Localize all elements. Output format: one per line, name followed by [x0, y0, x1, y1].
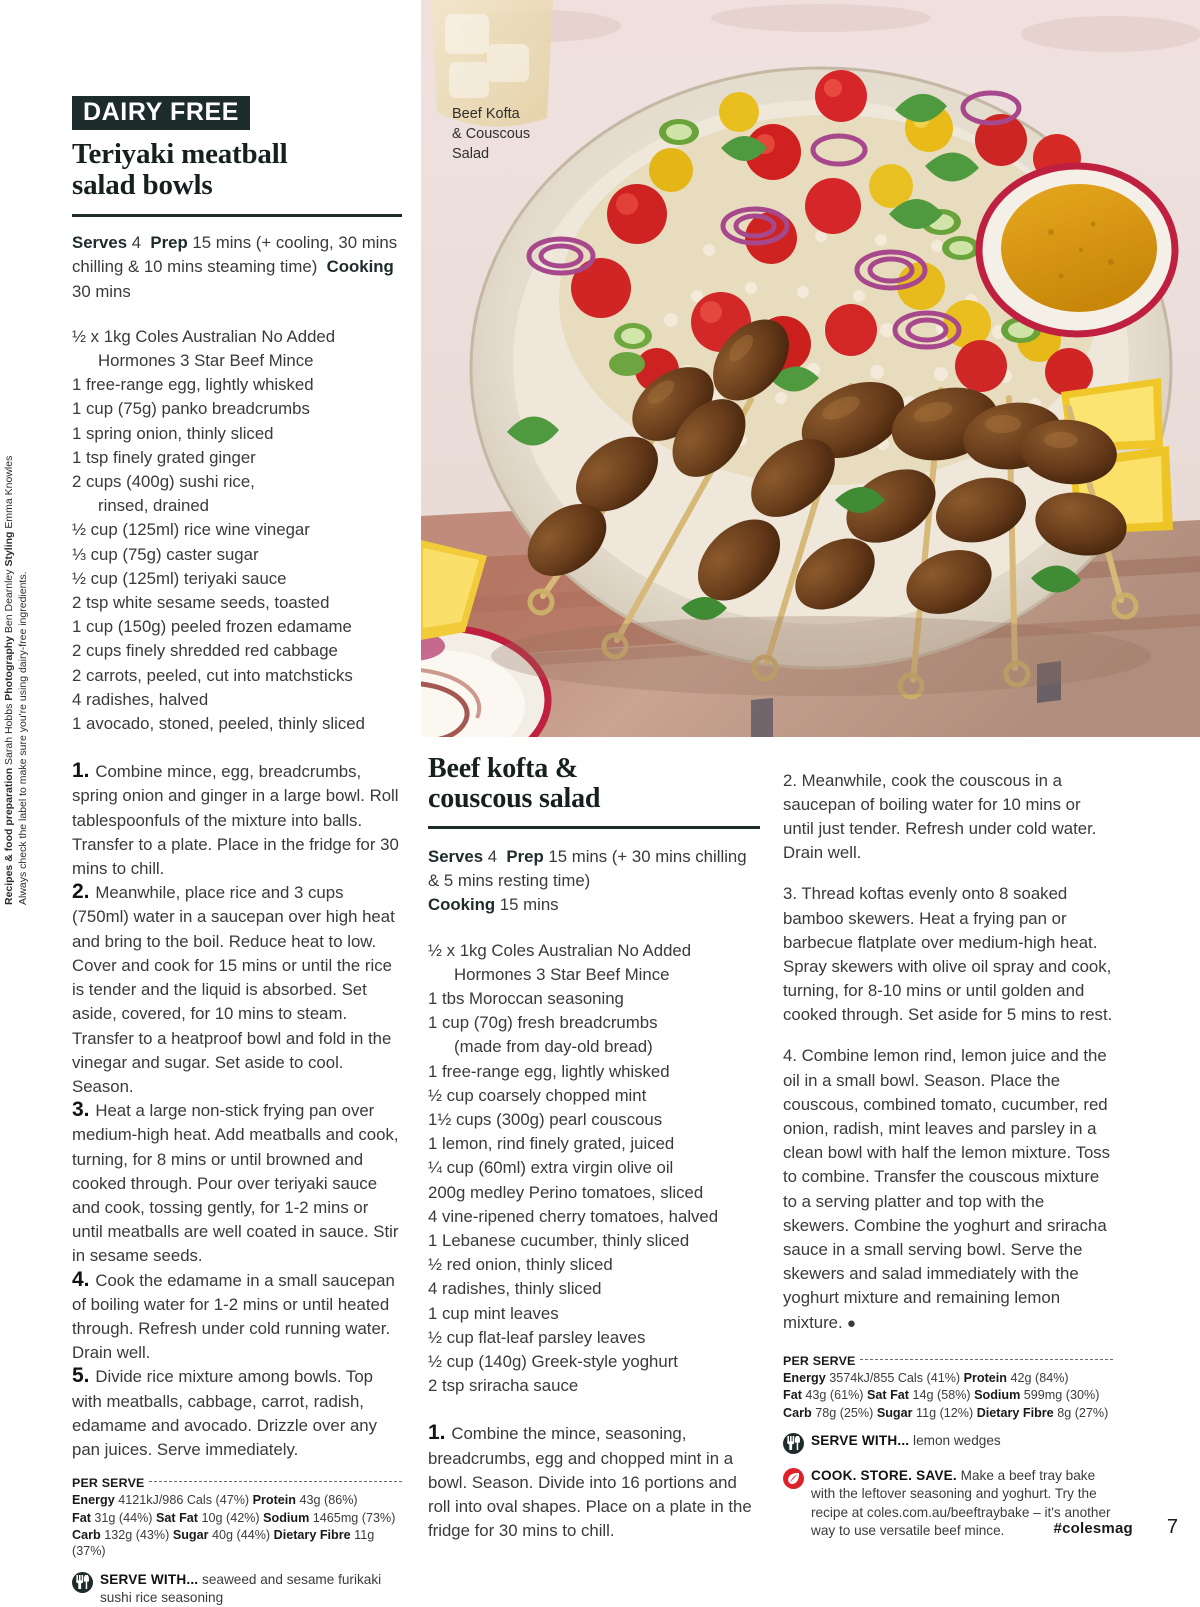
nutrition-line [783, 1370, 1113, 1386]
prep-value-left: 15 mins (+ cooling, 30 mins chilling & 10 mins steaming time) [72, 233, 398, 277]
method-step-text: Divide rice mixture among bowls. Top with meatballs, cabbage, carrot, radish, edamame and avocado. Drizzle over any pan juices. Serve immediately. [72, 1367, 378, 1459]
ingredient-item: 200g medley Perino tomatoes, sliced [428, 1182, 704, 1202]
nutrition-value: 1465mg (73%) [312, 1510, 396, 1525]
cooking-label-left: Cooking [326, 257, 394, 277]
hero-caption [452, 104, 530, 164]
method-step [428, 1422, 760, 1543]
nutrition-value: 11g (37%) [72, 1528, 375, 1559]
beef-kofta-photo [421, 0, 1200, 737]
nutrition-value: 78g (25%) [815, 1405, 877, 1420]
credits-line-2: Always check the label to make sure you're using dairy-free ingredients. [17, 571, 29, 905]
nutrition-key: Dietary Fibre [273, 1528, 355, 1543]
credits-styling-label: Styling [3, 531, 15, 567]
serves-value-left: 4 [131, 233, 142, 253]
ingredient-item: rinsed, drained [98, 496, 210, 516]
ingredients-list-left [72, 325, 402, 736]
method-step-number: 2. [72, 880, 96, 904]
method-step-number: 1. [72, 759, 96, 783]
serve-with-text-right [811, 1432, 1001, 1450]
method-step [783, 769, 1113, 866]
prep-label-left: Prep [150, 233, 188, 253]
ingredient-item: 1 cup (70g) fresh breadcrumbs [428, 1013, 658, 1033]
nutrition-value: 4121kJ/986 Cals (47%) [118, 1493, 253, 1508]
method-step [783, 882, 1113, 1027]
leaf-icon [783, 1468, 804, 1489]
nutrition-panel-left [72, 1475, 402, 1559]
method-step-text: Combine mince, egg, breadcrumbs, spring onion and ginger in a large bowl. Roll tablespoonfuls of the mixture into balls. Transfer to a plate. Place in the fridge for 30 mins to chill. [72, 762, 399, 879]
cooking-label-right: Cooking [428, 895, 496, 915]
nutrition-value: 8g (27%) [1057, 1405, 1109, 1420]
ingredient-item: ½ red onion, thinly sliced [428, 1255, 613, 1275]
ingredient-item: Hormones 3 Star Beef Mince [98, 351, 314, 371]
nutrition-line [783, 1387, 1113, 1403]
nutrition-value: 10g (42%) [201, 1510, 264, 1525]
recipe-beef-kofta-col1 [428, 752, 760, 1543]
nutrition-key: Sat Fat [867, 1388, 913, 1403]
ingredient-item: 1 lemon, rind finely grated, juiced [428, 1134, 675, 1154]
ingredient-item: 1 tbs Moroccan seasoning [428, 989, 624, 1009]
credits-recipes-label: Recipes & food preparation [3, 767, 15, 905]
cook-store-save-body: Make a beef tray bake with the leftover seasoning and yoghurt. Try the recipe at coles.com.au/beeftraybake – it's another way to use versatile beef mince. [811, 1467, 1111, 1539]
nutrition-line [72, 1510, 402, 1526]
method-step-text: Meanwhile, place rice and 3 cups (750ml) water in a saucepan over high heat and bring to the boil. Reduce heat to low. Cover and cook for 15 mins or until the rice is tender and the liquid is absorbed. Set aside, covered, for 10 mins to steam. Transfer to a heatproof bowl and fold in the vinegar and sugar. Set aside to cool. Season. [72, 883, 395, 1096]
ingredient-item: ½ cup (140g) Greek-style yoghurt [428, 1352, 678, 1372]
method-step [783, 1044, 1113, 1335]
recipe-title-right-line-2: couscous salad [428, 783, 601, 814]
ingredient-item: (made from day-old bread) [454, 1037, 653, 1057]
ingredient-item: 1 cup (150g) peeled frozen edamame [72, 617, 352, 637]
credits-rail [2, 345, 30, 905]
nutrition-key: Energy [783, 1370, 830, 1385]
ingredient-item: ¼ cup (60ml) extra virgin olive oil [428, 1158, 674, 1178]
end-of-recipe-bullet: ● [842, 1314, 856, 1332]
method-step-text: Heat a large non-stick frying pan over medium-high heat. Add meatballs and cook, turning, for 8 mins or until browned and cooked through. Pour over teriyaki sauce and cook, tossing gently, for 1-2 mins or until meatballs are well coated in sauce. Stir in sesame seeds. [72, 1101, 399, 1266]
ingredient-item: 2 carrots, peeled, cut into matchsticks [72, 665, 353, 685]
credits-photographer: Ben Dearnley [3, 566, 15, 637]
cooking-value-left: 30 mins [72, 281, 131, 301]
nutrition-value: 43g (86%) [299, 1493, 358, 1508]
nutrition-line [72, 1527, 402, 1560]
method-step-number: 3. [783, 884, 802, 904]
nutrition-key: Dietary Fibre [976, 1405, 1058, 1420]
nutrition-value: 40g (44%) [212, 1528, 274, 1543]
nutrition-heading-text-left: PER SERVE [72, 1476, 145, 1491]
nutrition-value: 599mg (30%) [1023, 1388, 1100, 1403]
nutrition-key: Fat [783, 1388, 806, 1403]
serves-value-right: 4 [487, 847, 498, 866]
serves-label-right: Serves [428, 847, 484, 866]
serve-with-label-left: SERVE WITH... [100, 1571, 199, 1587]
ingredient-item: ½ cup (125ml) rice wine vinegar [72, 520, 310, 540]
method-step-number: 2. [783, 770, 802, 790]
recipe-teriyaki-meatball [72, 96, 402, 1607]
method-step-text: Combine lemon rind, lemon juice and the oil in a small bowl. Season. Place the couscous, combined tomato, cucumber, red onion, radish, mint leaves and parsley in a clean bowl with half the lemon mixture. Toss to combine. Transfer the couscous mixture to a serving platter and top with the skewers. Combine the yoghurt and sriracha sauce in a small serving bowl. Serve the skewers and salad immediately with the yoghurt mixture and remaining lemon mixture. [783, 1046, 1111, 1332]
recipe-title-right-line-1: Beef kofta & [428, 753, 579, 784]
recipe-meta-left [72, 231, 402, 304]
method-step-number: 4. [72, 1267, 96, 1291]
nutrition-key: Fat [72, 1510, 95, 1525]
nutrition-line [783, 1405, 1113, 1421]
ingredient-item: ½ x 1kg Coles Australian No Added [428, 940, 692, 960]
method-step [72, 1269, 402, 1366]
recipe-title-right [428, 754, 760, 814]
magazine-hashtag: #colesmag [1053, 1520, 1133, 1537]
nutrition-heading-right [783, 1353, 1113, 1369]
serves-label-left: Serves [72, 233, 128, 253]
ingredient-item: 1 cup (75g) panko breadcrumbs [72, 399, 310, 419]
cooking-value-right: 15 mins [499, 895, 559, 915]
title-rule-left [72, 214, 402, 217]
hero-caption-line-1: Beef Kofta [452, 106, 520, 122]
hero-caption-line-3: Salad [452, 146, 490, 162]
nutrition-key: Carb [783, 1405, 816, 1420]
ingredient-item: 4 vine-ripened cherry tomatoes, halved [428, 1206, 719, 1226]
ingredient-item: 1 free-range egg, lightly whisked [72, 375, 314, 395]
nutrition-value: 43g (61%) [805, 1388, 867, 1403]
ingredient-item: ½ cup coarsely chopped mint [428, 1085, 647, 1105]
credits-stylist: Emma Knowles [3, 455, 15, 532]
credits-recipe-author: Sarah Hobbs [3, 700, 15, 768]
ingredient-item: 2 tsp sriracha sauce [428, 1376, 579, 1396]
ingredient-item: ½ cup flat-leaf parsley leaves [428, 1327, 646, 1347]
ingredient-item: 1 Lebanese cucumber, thinly sliced [428, 1231, 690, 1251]
prep-value-right: 15 mins (+ 30 mins chilling & 5 mins resting time) [428, 847, 747, 891]
credits-line-1 [3, 456, 15, 905]
nutrition-key: Protein [252, 1493, 300, 1508]
method-step-text: Combine the mince, seasoning, breadcrumbs, egg and chopped mint in a bowl. Season. Divide into 16 portions and roll into oval shapes. Place on a plate in the fridge for 30 mins to chill. [428, 1424, 752, 1541]
ingredient-item: 4 radishes, thinly sliced [428, 1279, 602, 1299]
method-step-number: 3. [72, 1098, 96, 1122]
nutrition-key: Carb [72, 1528, 105, 1543]
nutrition-value: 132g (43%) [104, 1528, 173, 1543]
nutrition-lines-left [72, 1492, 402, 1559]
serve-with-text-left [100, 1571, 402, 1607]
ingredient-item: ½ cup (125ml) teriyaki sauce [72, 568, 287, 588]
nutrition-value: 11g (12%) [916, 1405, 977, 1420]
nutrition-dashed-rule-left [149, 1481, 402, 1482]
title-rule-right [428, 826, 760, 829]
page-number: 7 [1166, 1516, 1178, 1538]
ingredient-item: 2 cups (400g) sushi rice, [72, 472, 255, 492]
dietary-badge: DAIRY FREE [72, 96, 250, 130]
method-steps-left [72, 760, 402, 1462]
method-step-text: Thread koftas evenly onto 8 soaked bamboo skewers. Heat a frying pan or barbecue flatplate over medium-high heat. Spray skewers with olive oil spray and cook, turning, for 8-10 mins or until golden and cooked through. Set aside for 5 mins to rest. [783, 884, 1113, 1025]
nutrition-value: 3574kJ/855 Cals (41%) [829, 1370, 964, 1385]
method-step-text: Meanwhile, cook the couscous in a saucepan of boiling water for 10 mins or until just tender. Refresh under cold water. Drain well. [783, 770, 1097, 863]
ingredient-item: ⅓ cup (75g) caster sugar [72, 544, 259, 564]
recipe-beef-kofta-col2 [783, 752, 1113, 1540]
nutrition-key: Energy [72, 1493, 119, 1508]
serve-with-label-right: SERVE WITH... [811, 1432, 910, 1448]
cutlery-icon [783, 1433, 804, 1454]
ingredient-item: 4 radishes, halved [72, 689, 209, 709]
nutrition-key: Sugar [172, 1528, 213, 1543]
recipe-title-left-line-2: salad bowls [72, 169, 213, 202]
nutrition-key: Sodium [974, 1388, 1024, 1403]
cutlery-icon [72, 1572, 93, 1593]
hero-caption-line-2: & Couscous [452, 126, 531, 142]
method-step [72, 1099, 402, 1268]
ingredient-item: 1 free-range egg, lightly whisked [428, 1061, 670, 1081]
serve-with-right [783, 1432, 1113, 1454]
ingredient-item: 1 spring onion, thinly sliced [72, 423, 274, 443]
ingredient-item: 2 tsp white sesame seeds, toasted [72, 593, 330, 613]
ingredient-item: Hormones 3 Star Beef Mince [454, 964, 670, 984]
method-steps-right-col1 [428, 1422, 760, 1543]
nutrition-lines-right [783, 1370, 1113, 1421]
nutrition-value: 42g (84%) [1010, 1370, 1069, 1385]
nutrition-key: Sat Fat [156, 1510, 202, 1525]
method-step [72, 881, 402, 1099]
method-step-number: 5. [72, 1364, 96, 1388]
ingredient-item: 1 avocado, stoned, peeled, thinly sliced [72, 714, 365, 734]
ingredient-item: ½ x 1kg Coles Australian No Added [72, 326, 336, 346]
ingredient-item: 2 cups finely shredded red cabbage [72, 641, 338, 661]
recipe-meta-right [428, 845, 760, 918]
nutrition-heading-left [72, 1475, 402, 1491]
nutrition-line [72, 1492, 402, 1508]
nutrition-value: 14g (58%) [912, 1388, 975, 1403]
page-footer [1054, 1516, 1178, 1539]
nutrition-panel-right [783, 1353, 1113, 1421]
nutrition-dashed-rule-right [860, 1359, 1113, 1360]
nutrition-value: 31g (44%) [94, 1510, 156, 1525]
recipe-title-left [72, 139, 402, 201]
serve-with-value-right: lemon wedges [909, 1432, 1001, 1448]
hero-photo-container [421, 0, 1200, 737]
nutrition-key: Sugar [876, 1405, 917, 1420]
method-step [72, 1365, 402, 1462]
nutrition-heading-text-right: PER SERVE [783, 1353, 856, 1368]
recipe-title-left-line-1: Teriyaki meatball [72, 138, 288, 171]
nutrition-key: Protein [963, 1370, 1011, 1385]
method-step-number: 4. [783, 1046, 802, 1066]
method-steps-right-col2 [783, 769, 1113, 1336]
method-step-number: 1. [428, 1421, 452, 1445]
ingredient-item: 1 tsp finely grated ginger [72, 447, 256, 467]
ingredients-list-right [428, 939, 760, 1399]
cook-store-save-label: COOK. STORE. SAVE. [811, 1467, 957, 1483]
prep-label-right: Prep [506, 847, 544, 866]
serve-with-value-left: seaweed and sesame furikaki sushi rice seasoning [100, 1571, 382, 1605]
nutrition-key: Sodium [263, 1510, 313, 1525]
method-step [72, 760, 402, 881]
credits-photography-label: Photography [3, 636, 15, 701]
ingredient-item: 1½ cups (300g) pearl couscous [428, 1110, 663, 1130]
ingredient-item: 1 cup mint leaves [428, 1303, 559, 1323]
method-step-text: Cook the edamame in a small saucepan of boiling water for 1-2 mins or until heated through. Refresh under cold running water. Drain well. [72, 1270, 395, 1363]
serve-with-left [72, 1571, 402, 1607]
